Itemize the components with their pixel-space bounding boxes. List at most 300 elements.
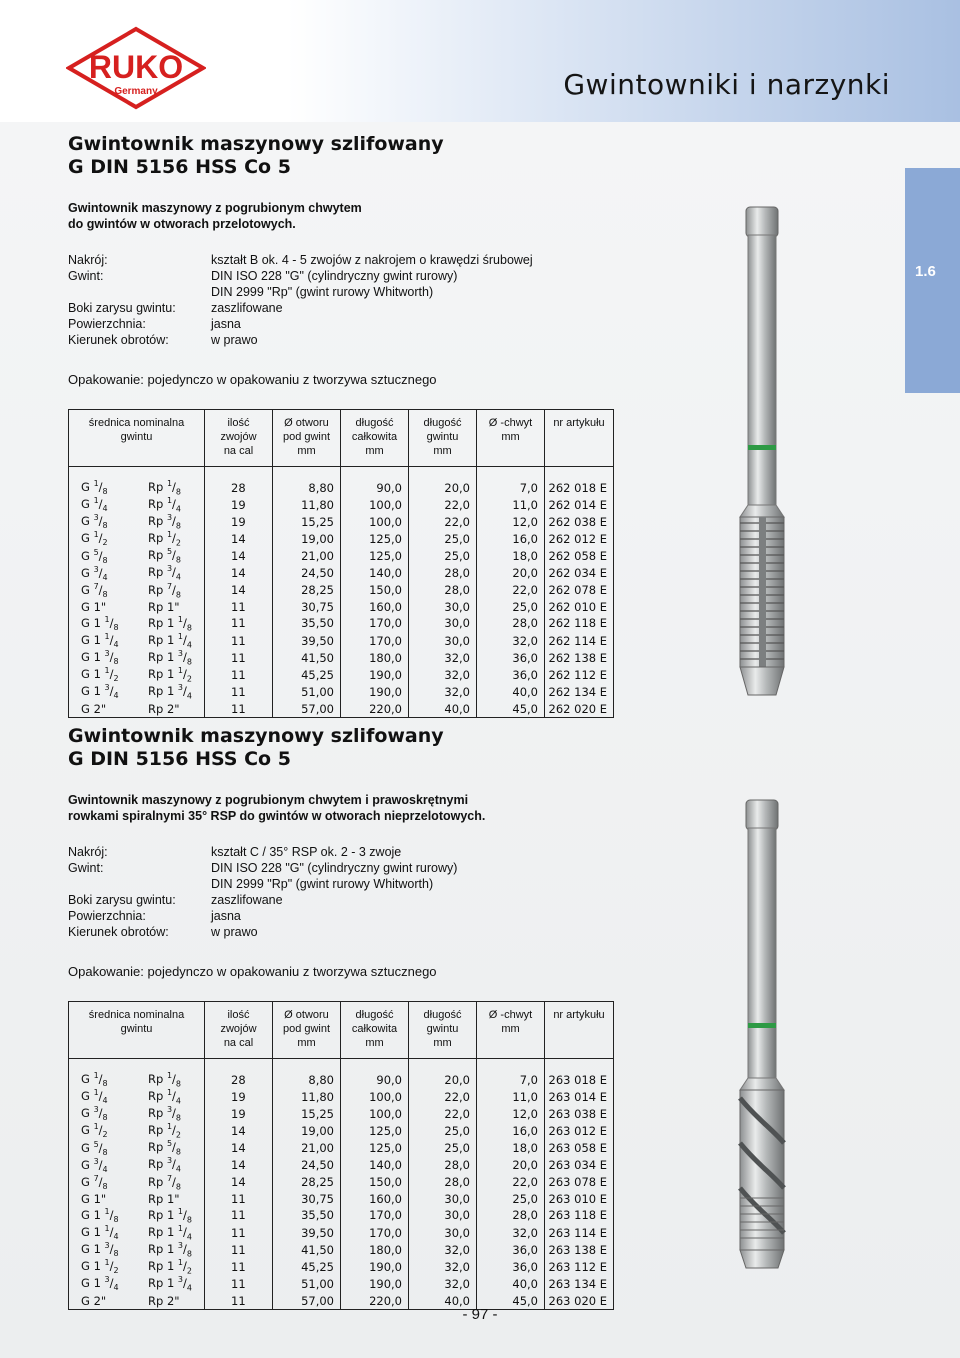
table-row [69, 479, 614, 496]
cell-len: 100,0 [341, 1105, 409, 1122]
cell-art: 262 114 E [545, 632, 614, 649]
cell-shank: 18,0 [477, 548, 545, 565]
cell-diameter [69, 513, 205, 530]
cell-diameter [69, 632, 205, 649]
cell-hole: 8,80 [273, 1071, 341, 1088]
cell-thr: 30,0 [409, 1207, 477, 1224]
cell-diameter [69, 1275, 205, 1292]
cell-diameter [69, 615, 205, 632]
cell-thr: 20,0 [409, 479, 477, 496]
cell-diameter [69, 1157, 205, 1174]
cell-g-thread: G $^7/_8$ [81, 581, 108, 599]
table-row [69, 666, 614, 683]
cell-g-thread: G $^1/_4$ [81, 496, 108, 514]
cell-tpi: 14 [205, 1174, 273, 1191]
spec-label: Gwint: [68, 269, 104, 283]
cell-hole: 11,80 [273, 1088, 341, 1105]
column-header-thread-length: długość gwintu mm [409, 1002, 477, 1059]
table-row [69, 615, 614, 632]
cell-thr: 22,0 [409, 1105, 477, 1122]
cell-g-thread: G 1" [81, 599, 107, 614]
cell-len: 125,0 [341, 1140, 409, 1157]
description-line: rowkami spiralnymi 35° RSP do gwintów w otworach nieprzelotowych. [68, 809, 486, 823]
cell-shank: 45,0 [477, 701, 545, 718]
spec-value: kształt B ok. 4 - 5 zwojów z nakrojem o krawędzi śrubowej [211, 253, 533, 267]
cell-g-thread: G 1 $^3/_4$ [81, 683, 119, 701]
cell-len: 190,0 [341, 1258, 409, 1275]
cell-art: 263 014 E [545, 1088, 614, 1105]
column-header-tpi: ilość zwojów na cal [205, 410, 273, 467]
cell-g-thread: G $^1/_8$ [81, 479, 108, 497]
cell-art: 263 058 E [545, 1140, 614, 1157]
table-spacer-row [69, 467, 614, 480]
cell-hole: 24,50 [273, 1157, 341, 1174]
product-section-2 [68, 725, 628, 979]
spec-value: DIN 2999 "Rp" (gwint rurowy Whitworth) [211, 285, 434, 299]
product-description [68, 200, 628, 232]
product-title: Gwintownik maszynowy szlifowany [68, 725, 444, 747]
cell-len: 190,0 [341, 683, 409, 700]
spec-value: DIN 2999 "Rp" (gwint rurowy Whitworth) [211, 877, 434, 891]
cell-shank: 25,0 [477, 599, 545, 615]
cell-rp-thread: Rp 1 $^1/_8$ [148, 614, 192, 632]
product-standard: G DIN 5156 HSS Co 5 [68, 748, 291, 770]
table-row [69, 1140, 614, 1157]
cell-art: 263 118 E [545, 1207, 614, 1224]
cell-diameter [69, 582, 205, 599]
spec-value: zaszlifowane [211, 301, 283, 315]
cell-rp-thread: Rp 1 $^1/_4$ [148, 632, 192, 650]
cell-diameter [69, 548, 205, 565]
table-row [69, 599, 614, 615]
cell-hole: 24,50 [273, 565, 341, 582]
cell-hole: 30,75 [273, 599, 341, 615]
cell-thr: 30,0 [409, 632, 477, 649]
description-line: Gwintownik maszynowy z pogrubionym chwytem [68, 201, 362, 215]
cell-hole: 15,25 [273, 513, 341, 530]
column-header-article: nr artykułu [545, 410, 614, 467]
cell-len: 220,0 [341, 1293, 409, 1310]
cell-diameter [69, 1105, 205, 1122]
table-header-row [69, 1002, 614, 1059]
cell-hole: 39,50 [273, 1224, 341, 1241]
table-row [69, 513, 614, 530]
spec-list [68, 252, 628, 348]
cell-art: 262 010 E [545, 599, 614, 615]
cell-tpi: 11 [205, 1241, 273, 1258]
cell-tpi: 11 [205, 1258, 273, 1275]
spec-value: jasna [211, 317, 241, 331]
cell-art: 262 118 E [545, 615, 614, 632]
cell-diameter [69, 1241, 205, 1258]
cell-hole: 51,00 [273, 1275, 341, 1292]
cell-tpi: 11 [205, 1275, 273, 1292]
table-row [69, 565, 614, 582]
table-row [69, 582, 614, 599]
cell-rp-thread: Rp 1 $^1/_2$ [148, 666, 192, 684]
packaging-note: Opakowanie: pojedynczo w opakowaniu z tworzywa sztucznego [68, 372, 437, 387]
cell-diameter [69, 1258, 205, 1275]
cell-diameter [69, 479, 205, 496]
cell-rp-thread: Rp $^1/_4$ [148, 1088, 182, 1106]
cell-rp-thread: Rp 1 $^3/_8$ [148, 1241, 192, 1259]
cell-rp-thread: Rp $^3/_4$ [148, 564, 182, 582]
cell-tpi: 19 [205, 513, 273, 530]
table-row [69, 632, 614, 649]
cell-rp-thread: Rp 1" [148, 599, 180, 614]
cell-art: 263 038 E [545, 1105, 614, 1122]
cell-rp-thread: Rp $^1/_8$ [148, 479, 182, 497]
spec-label: Nakrój: [68, 845, 108, 859]
table-row [69, 1191, 614, 1207]
cell-shank: 7,0 [477, 1071, 545, 1088]
cell-shank: 32,0 [477, 632, 545, 649]
cell-shank: 22,0 [477, 582, 545, 599]
cell-thr: 40,0 [409, 1293, 477, 1310]
table-row [69, 1241, 614, 1258]
cell-g-thread: G $^1/_4$ [81, 1088, 108, 1106]
cell-art: 262 138 E [545, 649, 614, 666]
cell-rp-thread: Rp $^5/_8$ [148, 547, 182, 565]
column-header-thread-length: długość gwintu mm [409, 410, 477, 467]
spec-label [68, 876, 211, 892]
table-header-row [69, 410, 614, 467]
cell-diameter [69, 1140, 205, 1157]
cell-rp-thread: Rp $^1/_2$ [148, 1122, 182, 1140]
spec-row [68, 860, 628, 876]
spec-row [68, 316, 628, 332]
cell-shank: 11,0 [477, 1088, 545, 1105]
cell-shank: 11,0 [477, 496, 545, 513]
cell-tpi: 11 [205, 615, 273, 632]
cell-len: 160,0 [341, 599, 409, 615]
cell-len: 150,0 [341, 1174, 409, 1191]
cell-shank: 20,0 [477, 565, 545, 582]
cell-tpi: 11 [205, 649, 273, 666]
spec-row [68, 284, 628, 300]
table-row [69, 496, 614, 513]
table-row [69, 1207, 614, 1224]
cell-diameter [69, 599, 205, 615]
cell-hole: 15,25 [273, 1105, 341, 1122]
cell-rp-thread: Rp 1 $^3/_4$ [148, 1275, 192, 1293]
spec-label: Kierunek obrotów: [68, 333, 169, 347]
spec-value: zaszlifowane [211, 893, 283, 907]
column-header-shank: Ø -chwyt mm [477, 1002, 545, 1059]
table-row [69, 1224, 614, 1241]
cell-tpi: 11 [205, 1207, 273, 1224]
cell-shank: 12,0 [477, 1105, 545, 1122]
cell-rp-thread: Rp 1 $^3/_4$ [148, 683, 192, 701]
cell-rp-thread: Rp $^5/_8$ [148, 1139, 182, 1157]
product-standard: G DIN 5156 HSS Co 5 [68, 156, 291, 178]
cell-g-thread: G 2" [81, 1293, 107, 1308]
cell-rp-thread: Rp $^1/_4$ [148, 496, 182, 514]
cell-shank: 45,0 [477, 1293, 545, 1310]
cell-tpi: 11 [205, 632, 273, 649]
cell-diameter [69, 496, 205, 513]
cell-thr: 32,0 [409, 649, 477, 666]
column-header-diameter: średnica nominalna gwintu [69, 1002, 205, 1059]
cell-art: 263 114 E [545, 1224, 614, 1241]
cell-rp-thread: Rp 1 $^1/_2$ [148, 1258, 192, 1276]
cell-len: 90,0 [341, 479, 409, 496]
cell-g-thread: G $^3/_4$ [81, 1156, 108, 1174]
cell-hole: 35,50 [273, 1207, 341, 1224]
cell-g-thread: G 1" [81, 1191, 107, 1206]
cell-tpi: 28 [205, 479, 273, 496]
column-header-article: nr artykułu [545, 1002, 614, 1059]
column-header-hole: Ø otworu pod gwint mm [273, 1002, 341, 1059]
cell-hole: 57,00 [273, 701, 341, 718]
cell-hole: 21,00 [273, 548, 341, 565]
spec-row [68, 844, 628, 860]
cell-art: 263 020 E [545, 1293, 614, 1310]
cell-tpi: 11 [205, 1293, 273, 1310]
cell-diameter [69, 666, 205, 683]
machine-tap-spiral-flute-image [726, 798, 798, 1278]
cell-art: 263 012 E [545, 1122, 614, 1139]
cell-art: 262 020 E [545, 701, 614, 718]
table-row [69, 1258, 614, 1275]
spec-value: jasna [211, 909, 241, 923]
cell-diameter [69, 1088, 205, 1105]
cell-thr: 30,0 [409, 1224, 477, 1241]
cell-art: 262 012 E [545, 530, 614, 547]
cell-len: 170,0 [341, 1207, 409, 1224]
cell-g-thread: G 1 $^3/_8$ [81, 1241, 119, 1259]
cell-rp-thread: Rp $^3/_8$ [148, 513, 182, 531]
cell-g-thread: G 1 $^1/_8$ [81, 614, 119, 632]
cell-len: 90,0 [341, 1071, 409, 1088]
packaging-note: Opakowanie: pojedynczo w opakowaniu z tworzywa sztucznego [68, 964, 437, 979]
cell-g-thread: G $^5/_8$ [81, 547, 108, 565]
cell-art: 263 018 E [545, 1071, 614, 1088]
cell-g-thread: G 1 $^3/_4$ [81, 1275, 119, 1293]
cell-hole: 45,25 [273, 666, 341, 683]
article-table [68, 409, 614, 718]
cell-tpi: 14 [205, 530, 273, 547]
cell-shank: 28,0 [477, 615, 545, 632]
page-header [0, 0, 960, 122]
cell-g-thread: G $^3/_8$ [81, 1105, 108, 1123]
cell-len: 100,0 [341, 1088, 409, 1105]
cell-art: 262 058 E [545, 548, 614, 565]
column-header-shank: Ø -chwyt mm [477, 410, 545, 467]
cell-tpi: 11 [205, 599, 273, 615]
column-header-diameter: średnica nominalna gwintu [69, 410, 205, 467]
cell-g-thread: G $^1/_2$ [81, 1122, 108, 1140]
cell-g-thread: G 2" [81, 701, 107, 716]
cell-diameter [69, 1207, 205, 1224]
cell-shank: 25,0 [477, 1191, 545, 1207]
table-row [69, 1122, 614, 1139]
cell-hole: 39,50 [273, 632, 341, 649]
spec-value: w prawo [211, 925, 258, 939]
table-row [69, 683, 614, 700]
cell-tpi: 11 [205, 1224, 273, 1241]
table-row [69, 530, 614, 547]
cell-len: 180,0 [341, 649, 409, 666]
cell-tpi: 19 [205, 496, 273, 513]
cell-shank: 7,0 [477, 479, 545, 496]
spec-list [68, 844, 628, 940]
cell-rp-thread: Rp 2" [148, 701, 180, 716]
cell-diameter [69, 1191, 205, 1207]
cell-rp-thread: Rp $^1/_2$ [148, 530, 182, 548]
cell-art: 262 134 E [545, 683, 614, 700]
cell-shank: 36,0 [477, 1258, 545, 1275]
cell-rp-thread: Rp $^7/_8$ [148, 581, 182, 599]
cell-tpi: 11 [205, 1191, 273, 1207]
product-section-1 [68, 133, 628, 387]
product-description [68, 792, 628, 824]
cell-g-thread: G 1 $^1/_4$ [81, 1224, 119, 1242]
cell-rp-thread: Rp 2" [148, 1293, 180, 1308]
table-row [69, 1071, 614, 1088]
table-row [69, 1174, 614, 1191]
table-row [69, 701, 614, 718]
cell-art: 263 138 E [545, 1241, 614, 1258]
product-title: Gwintownik maszynowy szlifowany [68, 133, 444, 155]
column-header-tpi: ilość zwojów na cal [205, 1002, 273, 1059]
cell-thr: 25,0 [409, 1122, 477, 1139]
cell-shank: 22,0 [477, 1174, 545, 1191]
column-header-length: długość całkowita mm [341, 410, 409, 467]
cell-rp-thread: Rp 1" [148, 1191, 180, 1206]
cell-rp-thread: Rp 1 $^1/_4$ [148, 1224, 192, 1242]
table-row [69, 1105, 614, 1122]
cell-diameter [69, 1224, 205, 1241]
cell-shank: 16,0 [477, 1122, 545, 1139]
cell-tpi: 14 [205, 1140, 273, 1157]
machine-tap-straight-flute-image [726, 205, 798, 725]
cell-hole: 28,25 [273, 1174, 341, 1191]
cell-g-thread: G 1 $^1/_2$ [81, 666, 119, 684]
cell-hole: 19,00 [273, 1122, 341, 1139]
spec-value: DIN ISO 228 "G" (cylindryczny gwint rurowy) [211, 269, 458, 283]
cell-g-thread: G $^1/_2$ [81, 530, 108, 548]
spec-row [68, 892, 628, 908]
cell-diameter [69, 683, 205, 700]
cell-g-thread: G $^3/_8$ [81, 513, 108, 531]
cell-thr: 30,0 [409, 599, 477, 615]
spec-row [68, 908, 628, 924]
cell-g-thread: G 1 $^1/_2$ [81, 1258, 119, 1276]
cell-shank: 36,0 [477, 649, 545, 666]
cell-art: 262 018 E [545, 479, 614, 496]
cell-shank: 36,0 [477, 666, 545, 683]
cell-art: 262 034 E [545, 565, 614, 582]
cell-len: 125,0 [341, 1122, 409, 1139]
cell-len: 180,0 [341, 1241, 409, 1258]
cell-hole: 21,00 [273, 1140, 341, 1157]
column-header-hole: Ø otworu pod gwint mm [273, 410, 341, 467]
cell-diameter [69, 565, 205, 582]
cell-tpi: 11 [205, 666, 273, 683]
cell-len: 220,0 [341, 701, 409, 718]
spec-label: Boki zarysu gwintu: [68, 301, 176, 315]
cell-shank: 36,0 [477, 1241, 545, 1258]
spec-label: Gwint: [68, 861, 104, 875]
cell-thr: 40,0 [409, 701, 477, 718]
cell-len: 160,0 [341, 1191, 409, 1207]
spec-label: Nakrój: [68, 253, 108, 267]
cell-thr: 22,0 [409, 496, 477, 513]
cell-tpi: 28 [205, 1071, 273, 1088]
chapter-tab [905, 168, 960, 393]
cell-hole: 51,00 [273, 683, 341, 700]
cell-diameter [69, 701, 205, 718]
cell-hole: 57,00 [273, 1293, 341, 1310]
cell-len: 140,0 [341, 565, 409, 582]
cell-art: 262 112 E [545, 666, 614, 683]
cell-thr: 32,0 [409, 666, 477, 683]
cell-len: 190,0 [341, 666, 409, 683]
cell-hole: 19,00 [273, 530, 341, 547]
cell-hole: 30,75 [273, 1191, 341, 1207]
cell-g-thread: G $^3/_4$ [81, 564, 108, 582]
cell-rp-thread: Rp $^7/_8$ [148, 1173, 182, 1191]
table-spacer-row [69, 1059, 614, 1072]
spec-row [68, 268, 628, 284]
page-title: Gwintowniki i narzynki [563, 68, 890, 101]
cell-thr: 28,0 [409, 1174, 477, 1191]
cell-art: 263 034 E [545, 1157, 614, 1174]
cell-thr: 22,0 [409, 1088, 477, 1105]
table-row [69, 1088, 614, 1105]
spec-label: Powierzchnia: [68, 317, 146, 331]
logo-brand: RUKO [88, 49, 184, 85]
cell-hole: 8,80 [273, 479, 341, 496]
spec-label: Kierunek obrotów: [68, 925, 169, 939]
cell-tpi: 11 [205, 701, 273, 718]
cell-g-thread: G 1 $^1/_4$ [81, 632, 119, 650]
cell-g-thread: G 1 $^3/_8$ [81, 649, 119, 667]
cell-thr: 25,0 [409, 1140, 477, 1157]
cell-rp-thread: Rp $^3/_4$ [148, 1156, 182, 1174]
cell-rp-thread: Rp $^3/_8$ [148, 1105, 182, 1123]
cell-g-thread: G $^7/_8$ [81, 1173, 108, 1191]
cell-hole: 11,80 [273, 496, 341, 513]
cell-rp-thread: Rp $^1/_8$ [148, 1071, 182, 1089]
description-line: Gwintownik maszynowy z pogrubionym chwytem i prawoskrętnymi [68, 793, 469, 807]
cell-len: 170,0 [341, 1224, 409, 1241]
cell-g-thread: G 1 $^1/_8$ [81, 1206, 119, 1224]
cell-shank: 40,0 [477, 1275, 545, 1292]
cell-tpi: 14 [205, 1122, 273, 1139]
cell-len: 125,0 [341, 530, 409, 547]
cell-diameter [69, 1071, 205, 1088]
cell-art: 263 134 E [545, 1275, 614, 1292]
cell-shank: 40,0 [477, 683, 545, 700]
cell-len: 100,0 [341, 496, 409, 513]
cell-hole: 45,25 [273, 1258, 341, 1275]
spec-label: Boki zarysu gwintu: [68, 893, 176, 907]
cell-len: 150,0 [341, 582, 409, 599]
cell-shank: 16,0 [477, 530, 545, 547]
cell-hole: 28,25 [273, 582, 341, 599]
description-line: do gwintów w otworach przelotowych. [68, 217, 296, 231]
cell-tpi: 14 [205, 1157, 273, 1174]
cell-shank: 28,0 [477, 1207, 545, 1224]
spec-row [68, 252, 628, 268]
cell-g-thread: G $^5/_8$ [81, 1139, 108, 1157]
cell-art: 263 078 E [545, 1174, 614, 1191]
cell-g-thread: G $^1/_8$ [81, 1071, 108, 1089]
cell-thr: 20,0 [409, 1071, 477, 1088]
cell-tpi: 14 [205, 565, 273, 582]
